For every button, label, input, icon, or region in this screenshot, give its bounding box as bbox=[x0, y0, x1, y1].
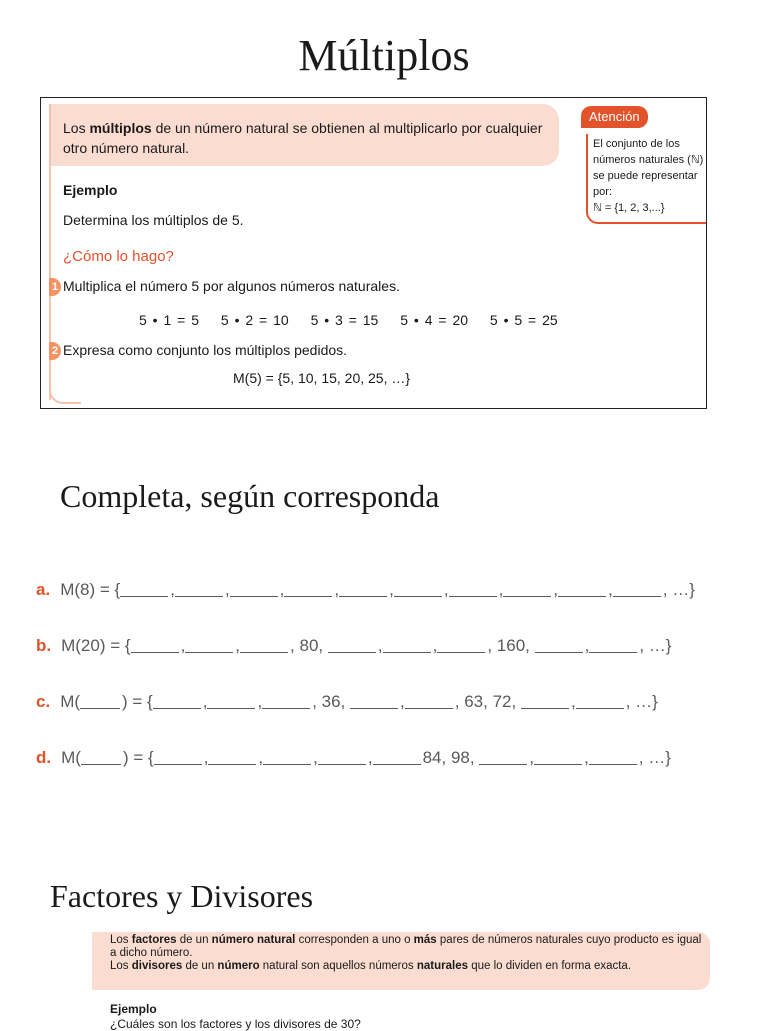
answer-blank[interactable] bbox=[521, 692, 569, 709]
factores-example-heading: Ejemplo bbox=[110, 1002, 157, 1016]
answer-blank[interactable] bbox=[318, 748, 366, 765]
step-1-text: Multiplica el número 5 por algunos números naturales. bbox=[63, 278, 400, 294]
answer-blank[interactable] bbox=[373, 748, 421, 765]
exercise-b: b. M(20) = { , , , 80, , , , 160, , , …} bbox=[36, 636, 672, 655]
answer-blank[interactable] bbox=[589, 748, 637, 765]
calculation: 5 • 2 = 10 bbox=[220, 312, 289, 328]
answer-blank[interactable] bbox=[383, 636, 431, 653]
factores-paragraph: Los factores de un número natural corresponden a uno o más pares de números naturales cuyo producto es igual a dicho número. bbox=[110, 934, 702, 959]
step-1-badge: 1 bbox=[49, 278, 61, 296]
answer-blank[interactable] bbox=[350, 692, 398, 709]
answer-blank[interactable] bbox=[120, 580, 168, 597]
calculation: 5 • 4 = 20 bbox=[400, 312, 469, 328]
exercise-letter: c. bbox=[36, 692, 51, 711]
given-value: 63, 72, bbox=[464, 692, 517, 711]
answer-blank[interactable] bbox=[131, 636, 179, 653]
multiplos-definition-box bbox=[40, 97, 707, 409]
exercise-letter: d. bbox=[36, 748, 52, 767]
calculation: 5 • 5 = 25 bbox=[489, 312, 558, 328]
answer-blank[interactable] bbox=[328, 636, 376, 653]
divisores-paragraph: Los divisores de un número natural son aquellos números naturales que lo dividen en forma exacta. bbox=[110, 960, 632, 972]
bottom-accent-curve bbox=[49, 384, 81, 404]
answer-blank[interactable] bbox=[208, 748, 256, 765]
definition-text: Los múltiplos de un número natural se obtienen al multiplicarlo por cualquier otro número natural. bbox=[63, 120, 543, 156]
answer-blank[interactable] bbox=[207, 692, 255, 709]
section-title-completa: Completa, según corresponda bbox=[60, 478, 440, 514]
answer-blank[interactable] bbox=[284, 580, 332, 597]
answer-blank[interactable] bbox=[534, 748, 582, 765]
exercise-letter: a. bbox=[36, 580, 51, 599]
example-heading: Ejemplo bbox=[63, 182, 118, 198]
calculation: 5 • 3 = 15 bbox=[310, 312, 379, 328]
factores-definition-text bbox=[110, 934, 710, 973]
answer-blank[interactable] bbox=[479, 748, 527, 765]
atencion-note: El conjunto de los números naturales (ℕ) se puede representar por: ℕ = {1, 2, 3,...} bbox=[593, 138, 704, 214]
given-value: 84, 98, bbox=[422, 748, 475, 767]
exercise-d: d. M( ) = { , , , , 84, 98, , , , …} bbox=[36, 748, 671, 767]
calculation: 5 • 1 = 5 bbox=[139, 312, 199, 328]
answer-blank[interactable] bbox=[262, 692, 310, 709]
answer-blank[interactable] bbox=[394, 580, 442, 597]
exercise-c: c. M( ) = { , , , 36, , , 63, 72, , , …} bbox=[36, 692, 658, 711]
factores-definition-box bbox=[88, 928, 716, 1031]
calculations-row bbox=[139, 312, 574, 328]
answer-blank[interactable] bbox=[263, 748, 311, 765]
given-value: 80, bbox=[299, 636, 324, 655]
exercise-letter: b. bbox=[36, 636, 52, 655]
given-value: 160, bbox=[496, 636, 530, 655]
answer-blank[interactable] bbox=[503, 580, 551, 597]
answer-blank[interactable] bbox=[405, 692, 453, 709]
answer-blank[interactable] bbox=[449, 580, 497, 597]
answer-blank[interactable] bbox=[240, 636, 288, 653]
step-2-text: Expresa como conjunto los múltiplos pedidos. bbox=[63, 342, 348, 358]
answer-blank[interactable] bbox=[339, 580, 387, 597]
answer-blank[interactable] bbox=[80, 692, 120, 709]
answer-blank[interactable] bbox=[185, 636, 233, 653]
answer-blank[interactable] bbox=[437, 636, 485, 653]
answer-blank[interactable] bbox=[81, 748, 121, 765]
answer-blank[interactable] bbox=[175, 580, 223, 597]
answer-blank[interactable] bbox=[535, 636, 583, 653]
exercise-a: a. M(8) = { , , , , , , , , , , …} bbox=[36, 580, 695, 599]
factores-example-question: ¿Cuáles son los factores y los divisores de 30? bbox=[110, 1017, 361, 1031]
answer-blank[interactable] bbox=[558, 580, 606, 597]
answer-blank[interactable] bbox=[153, 692, 201, 709]
section-title-factores: Factores y Divisores bbox=[50, 878, 314, 914]
answer-blank[interactable] bbox=[576, 692, 624, 709]
atencion-tab: Atención bbox=[581, 106, 648, 128]
answer-blank[interactable] bbox=[613, 580, 661, 597]
how-heading: ¿Cómo lo hago? bbox=[63, 248, 174, 265]
multiples-set: M(5) = {5, 10, 15, 20, 25, …} bbox=[233, 370, 411, 386]
page-title-multiplos: Múltiplos bbox=[298, 31, 470, 80]
answer-blank[interactable] bbox=[154, 748, 202, 765]
step-2-badge: 2 bbox=[49, 342, 61, 360]
answer-blank[interactable] bbox=[230, 580, 278, 597]
example-task: Determina los múltiplos de 5. bbox=[63, 212, 244, 228]
definition-keyword: múltiplos bbox=[89, 120, 152, 136]
answer-blank[interactable] bbox=[589, 636, 637, 653]
given-value: 36, bbox=[321, 692, 346, 711]
